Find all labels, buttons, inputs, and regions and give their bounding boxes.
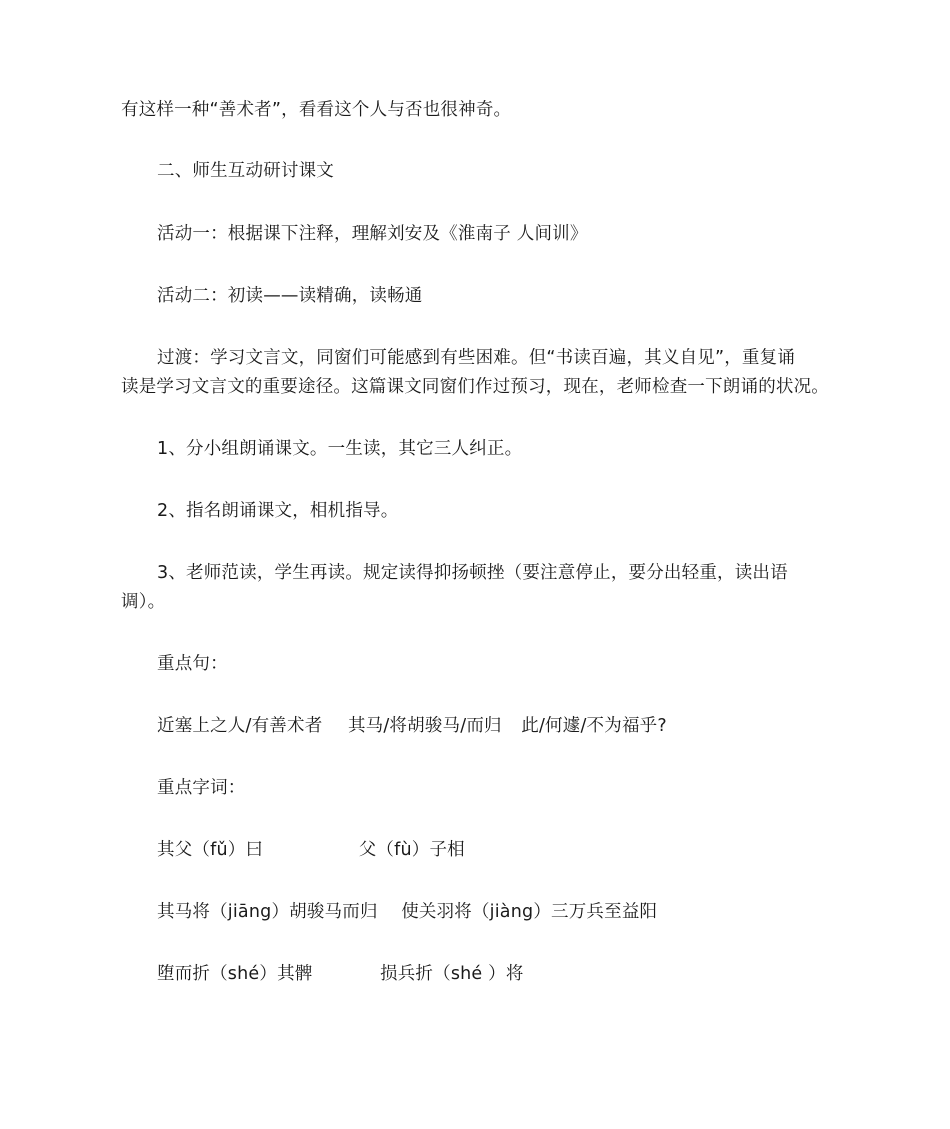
step-three-line-2: 调）。 [121, 592, 166, 612]
key-sentences [157, 712, 872, 740]
section-heading: 二、师生互动研讨课文 [157, 161, 334, 181]
step-one: 1、分小组朗诵课文。一生读，其它三人纠正。 [157, 439, 523, 459]
word-pair-2 [157, 898, 872, 926]
word-pair-2-a: 其马将（jiāng）胡骏马而归 [157, 902, 378, 922]
key-sentences-heading: 重点句： [157, 654, 228, 674]
activity-one: 活动一：根据课下注释，理解刘安及《淮南子 人间训》 [157, 224, 588, 244]
key-words-heading: 重点字词： [157, 778, 246, 798]
transition-line-1: 过渡：学习文言文，同窗们可能感到有些困难。但“书读百遍，其义自见”，重复诵 [157, 348, 796, 368]
key-sentence-1: 近塞上之人/有善术者 [157, 716, 323, 736]
word-pair-1-a: 其父（fǔ）曰 [157, 840, 264, 860]
transition-line-2: 读是学习文言文的重要途径。这篇课文同窗们作过预习，现在，老师检查一下朗诵的状况。 [121, 377, 829, 397]
word-pair-1-b: 父（fù）子相 [358, 840, 465, 860]
word-pair-2-b: 使关羽将（jiàng）三万兵至益阳 [401, 902, 658, 922]
word-pair-3 [157, 960, 872, 988]
paragraph-intro: 有这样一种“善术者”，看看这个人与否也很神奇。 [121, 100, 512, 120]
activity-two: 活动二：初读——读精确，读畅通 [157, 286, 423, 306]
step-two: 2、指名朗诵课文，相机指导。 [157, 501, 399, 521]
word-pair-3-a: 堕而折（shé）其髀 [157, 964, 313, 984]
step-three-line-1: 3、老师范读，学生再读。规定读得抑扬顿挫（要注意停止，要分出轻重，读出语 [157, 563, 788, 583]
transition-paragraph [121, 344, 841, 402]
key-sentence-2: 其马/将胡骏马/而归 [347, 716, 502, 736]
key-sentence-3: 此/何遽/不为福乎? [521, 716, 667, 736]
step-three-paragraph [121, 559, 841, 617]
word-pair-1 [157, 836, 872, 864]
word-pair-3-b: 损兵折（shé ）将 [380, 964, 524, 984]
